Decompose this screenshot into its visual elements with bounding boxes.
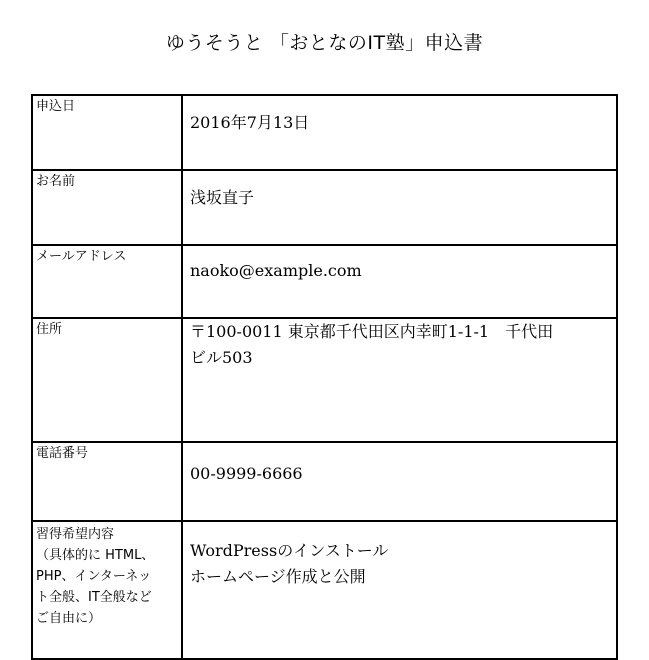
label-line-5: ご自由に） <box>36 611 102 626</box>
address-line-2: ビル503 <box>190 348 253 367</box>
field-label-desired-content <box>32 521 182 659</box>
field-value-address <box>182 318 617 442</box>
label-line-2: （具体的に HTML、 <box>36 548 155 563</box>
field-value-phone: 00-9999-6666 <box>182 442 617 521</box>
field-label-name: お名前 <box>32 170 182 245</box>
desired-line-1: WordPressのインストール <box>190 541 389 560</box>
table-row-name <box>32 170 617 245</box>
label-line-3: PHP、インターネッ <box>36 569 152 584</box>
field-label-application-date: 申込日 <box>32 95 182 170</box>
label-line-1: 習得希望内容 <box>36 527 115 542</box>
field-value-email: naoko@example.com <box>182 245 617 318</box>
field-label-phone: 電話番号 <box>32 442 182 521</box>
field-value-application-date: 2016年7月13日 <box>182 95 617 170</box>
address-line-1: 〒100-0011 東京都千代田区内幸町1-1-1 千代田 <box>190 322 554 341</box>
field-label-email: メールアドレス <box>32 245 182 318</box>
form-title: ゆうそうと 「おとなのIT塾」申込書 <box>165 32 484 54</box>
table-row-address <box>32 318 617 442</box>
table-row-phone <box>32 442 617 521</box>
table-row-email <box>32 245 617 318</box>
desired-line-2: ホームページ作成と公開 <box>190 567 366 586</box>
table-row-application-date <box>32 95 617 170</box>
field-label-address: 住所 <box>32 318 182 442</box>
field-value-desired-content <box>182 521 617 659</box>
application-form-table <box>31 94 618 660</box>
label-line-4: ト全般、IT全般など <box>36 590 152 605</box>
field-value-name: 浅坂直子 <box>182 170 617 245</box>
table-row-desired-content <box>32 521 617 659</box>
